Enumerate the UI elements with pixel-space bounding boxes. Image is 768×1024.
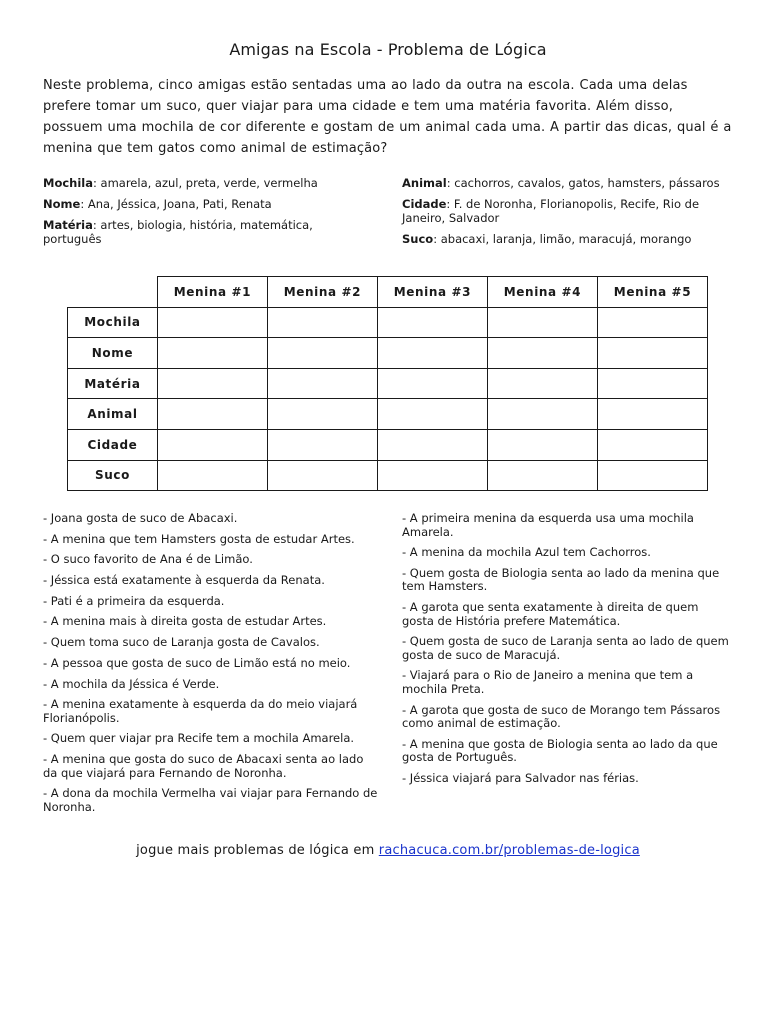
- clue-item: - A mochila da Jéssica é Verde.: [43, 676, 220, 691]
- grid-row-header: Mochila: [68, 307, 158, 338]
- clue-item: - Quem gosta de Biologia senta ao lado da menina que tem Hamsters.: [402, 565, 720, 594]
- clue-item: - A menina que tem Hamsters gosta de estudar Artes.: [43, 531, 355, 546]
- clue-item: - A menina que gosta de Biologia senta ao lado da que gosta de Português.: [402, 736, 718, 765]
- grid-cell[interactable]: [487, 429, 597, 460]
- clue-item: - Viajará para o Rio de Janeiro a menina que tem a mochila Preta.: [402, 668, 694, 696]
- grid-cell[interactable]: [597, 460, 707, 491]
- clue-item: - A pessoa que gosta de suco de Limão está no meio.: [43, 655, 351, 670]
- grid-cell[interactable]: [597, 307, 707, 338]
- category-label: Nome: [43, 197, 81, 211]
- clue-item: - Quem toma suco de Laranja gosta de Cavalos.: [43, 635, 320, 650]
- grid-cell[interactable]: [377, 399, 487, 430]
- clue-item: - A menina exatamente à esquerda da do meio viajará Florianópolis.: [43, 697, 358, 725]
- clue-item: - A menina que gosta do suco de Abacaxi senta ao lado da que viajará para Fernando de Noronha.: [43, 752, 364, 780]
- clue-item: - A menina mais à direita gosta de estudar Artes.: [43, 614, 327, 629]
- category-label: Animal: [402, 176, 447, 190]
- grid-cell[interactable]: [157, 368, 267, 399]
- clue-item: - Jéssica está exatamente à esquerda da Renata.: [43, 573, 325, 588]
- logic-grid: [67, 276, 708, 491]
- grid-cell[interactable]: [267, 460, 377, 491]
- grid-cell[interactable]: [487, 460, 597, 491]
- grid-cell[interactable]: [487, 368, 597, 399]
- grid-cell[interactable]: [597, 338, 707, 369]
- grid-column-header: Menina #1: [157, 277, 267, 308]
- clue-item: - A menina da mochila Azul tem Cachorros.: [402, 545, 651, 560]
- grid-row: [68, 307, 708, 338]
- grid-cell[interactable]: [597, 368, 707, 399]
- clue-item: - Quem gosta de suco de Laranja senta ao lado de quem gosta de suco de Maracujá.: [402, 634, 729, 662]
- grid-column-header: Menina #2: [267, 277, 377, 308]
- grid-cell[interactable]: [267, 368, 377, 399]
- category-label: Cidade: [402, 197, 447, 211]
- category-values: : cachorros, cavalos, gatos, hamsters, pássaros: [446, 176, 720, 190]
- grid-row-header: Suco: [68, 460, 158, 491]
- grid-cell[interactable]: [157, 429, 267, 460]
- grid-cell[interactable]: [377, 429, 487, 460]
- category-label: Matéria: [43, 218, 93, 232]
- grid-cell[interactable]: [377, 338, 487, 369]
- grid-body: [68, 307, 708, 491]
- grid-cell[interactable]: [377, 368, 487, 399]
- category-suco: [402, 232, 742, 246]
- grid-row: [68, 338, 708, 369]
- grid-cell[interactable]: [597, 429, 707, 460]
- grid-cell[interactable]: [157, 460, 267, 491]
- grid-row: [68, 368, 708, 399]
- grid-row: [68, 460, 708, 491]
- clues-right: [402, 512, 732, 793]
- grid-column-header: Menina #4: [487, 277, 597, 308]
- grid-column-header: Menina #3: [377, 277, 487, 308]
- grid-row-header: Animal: [68, 399, 158, 430]
- grid-cell[interactable]: [377, 307, 487, 338]
- categories-right: [402, 176, 742, 253]
- grid-column-header: Menina #5: [597, 277, 707, 308]
- footer-link[interactable]: rachacuca.com.br/problemas-de-logica: [378, 843, 640, 858]
- grid-cell[interactable]: [267, 338, 377, 369]
- category-values: : F. de Noronha, Florianopolis, Recife, Rio de Janeiro, Salvador: [402, 197, 700, 225]
- categories-left: [43, 176, 343, 253]
- clue-item: - A primeira menina da esquerda usa uma mochila Amarela.: [402, 511, 694, 539]
- clue-item: - A garota que senta exatamente à direita de quem gosta de História prefere Matemática.: [402, 600, 699, 628]
- category-animal: [402, 176, 742, 190]
- category-label: Mochila: [43, 176, 93, 190]
- clue-item: - Jéssica viajará para Salvador nas férias.: [402, 771, 639, 785]
- category-cidade: [402, 197, 742, 225]
- grid-cell[interactable]: [487, 399, 597, 430]
- grid-row: [68, 399, 708, 430]
- intro-paragraph: Neste problema, cinco amigas estão sentadas uma ao lado da outra na escola. Cada uma delas prefere tomar um suco, quer viajar para uma cidade e tem uma matéria favorita. Além disso, possuem uma mochila de cor diferente e gostam de um animal cada uma. A partir das dicas, qual é a menina que tem gatos como animal de estimação?: [43, 78, 732, 156]
- clue-item: - A dona da mochila Vermelha vai viajar para Fernando de Noronha.: [43, 786, 378, 814]
- clue-item: - Quem quer viajar pra Recife tem a mochila Amarela.: [43, 731, 355, 746]
- clue-item: - O suco favorito de Ana é de Limão.: [43, 552, 253, 567]
- clue-item: - Joana gosta de suco de Abacaxi.: [43, 511, 238, 525]
- category-nome: [43, 197, 343, 211]
- grid-cell[interactable]: [487, 307, 597, 338]
- clues-left: [43, 512, 378, 821]
- page-title: Amigas na Escola - Problema de Lógica: [229, 40, 547, 59]
- grid-cell[interactable]: [157, 307, 267, 338]
- grid-cell[interactable]: [267, 399, 377, 430]
- clue-item: - A garota que gosta de suco de Morango tem Pássaros como animal de estimação.: [402, 702, 721, 731]
- grid-row-header: Cidade: [68, 429, 158, 460]
- grid-row-header: Nome: [68, 338, 158, 369]
- category-values: : Ana, Jéssica, Joana, Pati, Renata: [80, 197, 272, 211]
- category-values: : amarela, azul, preta, verde, vermelha: [93, 176, 318, 190]
- category-mochila: [43, 176, 343, 190]
- grid-cell[interactable]: [597, 399, 707, 430]
- footer: [0, 843, 768, 858]
- category-label: Suco: [402, 232, 434, 246]
- grid-cell[interactable]: [487, 338, 597, 369]
- grid-cell[interactable]: [267, 307, 377, 338]
- clue-item: - Pati é a primeira da esquerda.: [43, 593, 225, 608]
- grid-corner: [68, 277, 158, 308]
- grid-cell[interactable]: [157, 399, 267, 430]
- category-materia: [43, 218, 343, 246]
- grid-cell[interactable]: [377, 460, 487, 491]
- grid-cell[interactable]: [157, 338, 267, 369]
- grid-row: [68, 429, 708, 460]
- grid-cell[interactable]: [267, 429, 377, 460]
- grid-header-row: [68, 277, 708, 308]
- footer-text: jogue mais problemas de lógica em: [136, 843, 379, 858]
- grid-row-header: Matéria: [68, 368, 158, 399]
- category-values: : abacaxi, laranja, limão, maracujá, morango: [433, 232, 692, 246]
- category-values: : artes, biologia, história, matemática, português: [43, 218, 313, 246]
